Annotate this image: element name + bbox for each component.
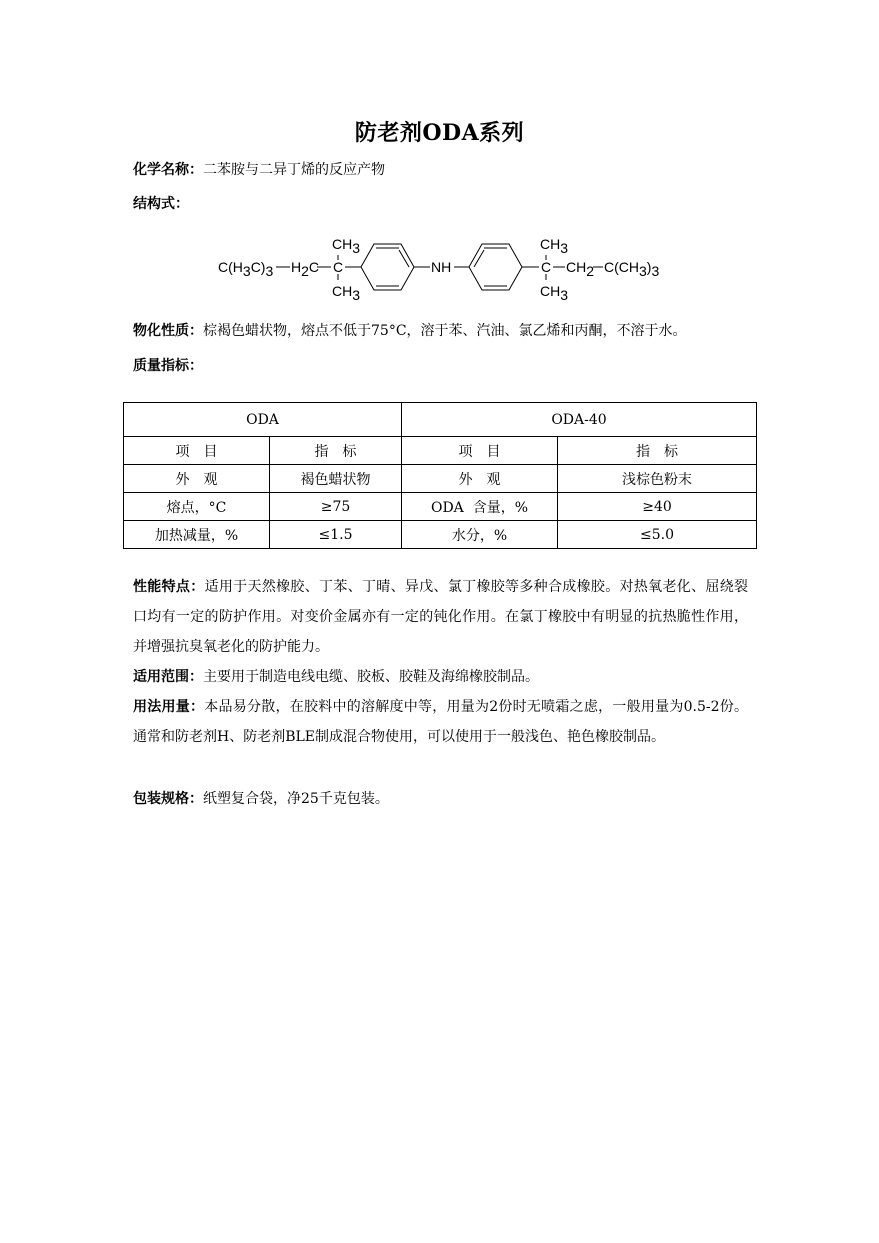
usage-value: 本品易分散，在胶料中的溶解度中等，用量为2份时无喷霜之虑，一般用量为0.5-2份。通常和防老剂H、防老剂BLE制成混合物使用，可以使用于一般浅色、艳色橡胶制品。	[133, 699, 749, 745]
right-benzene-ring	[469, 244, 522, 290]
structural-formula	[210, 228, 670, 306]
structure-label-line	[133, 194, 189, 214]
table-cell: 熔点，°C	[124, 493, 270, 521]
right-quaternary-carbon: C	[541, 259, 552, 275]
usage-label: 用法用量：	[133, 699, 205, 715]
usage-paragraph	[133, 692, 748, 752]
features-value: 适用于天然橡胶、丁苯、丁晴、异戊、氯丁橡胶等多种合成橡胶。对热氧老化、屈绕裂口均有一定的防护作用。对变价金属亦有一定的钝化作用。在氯丁橡胶中有明显的抗热脆性作用，并增强抗臭氧老化的防护能力。	[133, 579, 749, 655]
table-group-row	[124, 403, 757, 437]
left-methyl-top: CH3	[332, 236, 361, 256]
right-methyl-bottom: CH3	[540, 283, 569, 303]
packaging-paragraph	[133, 784, 748, 814]
left-tert-butyl-group: C(H3C)3	[218, 259, 274, 279]
page-title: 防老剂ODA系列	[354, 120, 525, 146]
scope-label: 适用范围：	[133, 669, 203, 685]
quality-label: 质量指标：	[133, 358, 203, 374]
table-cell: ≥75	[270, 493, 402, 521]
table-cell: 加热减量，%	[124, 521, 270, 549]
table-row	[124, 465, 757, 493]
left-benzene-ring	[361, 244, 414, 290]
table-cell: ≤1.5	[270, 521, 402, 549]
right-methyl-top: CH3	[540, 236, 569, 256]
quality-label-line	[133, 356, 203, 376]
group-oda-40: ODA-40	[402, 403, 757, 437]
packaging-label: 包装规格：	[133, 791, 203, 807]
structure-label: 结构式：	[133, 196, 189, 212]
table-cell: 水分，%	[402, 521, 558, 549]
header-cell: 指 标	[270, 437, 402, 465]
properties-line	[133, 321, 687, 341]
header-cell: 项 目	[402, 437, 558, 465]
scope-paragraph	[133, 662, 748, 692]
table-cell: 外 观	[124, 465, 270, 493]
group-oda: ODA	[124, 403, 402, 437]
header-cell: 项 目	[124, 437, 270, 465]
table-cell: 外 观	[402, 465, 558, 493]
header-cell: 指 标	[558, 437, 757, 465]
packaging-value: 纸塑复合袋，净25千克包装。	[203, 791, 389, 807]
chem-name-line	[133, 160, 385, 180]
table-cell: 浅棕色粉末	[558, 465, 757, 493]
features-paragraph	[133, 572, 748, 662]
chem-name-value: 二苯胺与二异丁烯的反应产物	[203, 162, 385, 178]
properties-label: 物化性质：	[133, 323, 203, 339]
left-ch2: H2C	[291, 259, 320, 279]
right-ch2: CH2	[566, 259, 595, 279]
amine-nh: NH	[431, 259, 452, 275]
table-cell: ≥40	[558, 493, 757, 521]
table-row	[124, 493, 757, 521]
quality-table	[123, 402, 757, 549]
properties-value: 棕褐色蜡状物，熔点不低于75°C，溶于苯、汽油、氯乙烯和丙酮，不溶于水。	[203, 323, 687, 339]
table-row	[124, 521, 757, 549]
table-header-row	[124, 437, 757, 465]
features-label: 性能特点：	[133, 579, 205, 595]
table-cell: ≤5.0	[558, 521, 757, 549]
left-quaternary-carbon: C	[333, 259, 344, 275]
table-cell: 褐色蜡状物	[270, 465, 402, 493]
chem-name-label: 化学名称：	[133, 162, 203, 178]
left-methyl-bottom: CH3	[332, 283, 361, 303]
right-tert-butyl-group: C(CH3)3	[604, 259, 660, 279]
table-cell: ODA 含量，%	[402, 493, 558, 521]
scope-value: 主要用于制造电线电缆、胶板、胶鞋及海绵橡胶制品。	[203, 669, 539, 685]
